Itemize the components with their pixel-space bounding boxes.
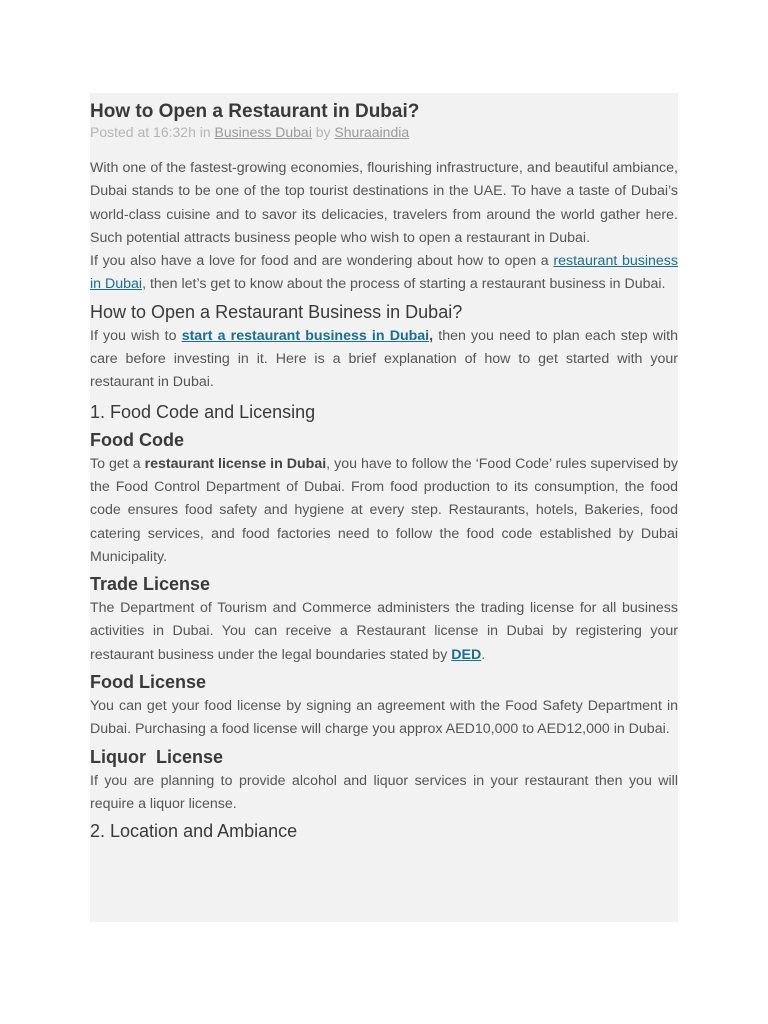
food-code-after: , you have to follow the ‘Food Code’ rules supervised by the Food Control Department of Dubai. From food production to its consumption, the food code ensures food safety and hygiene at every step. Restaurants, hotels, Bakeries, food catering services, and food factories need to follow the food code established by Dubai Municipality. <box>90 455 678 565</box>
business-p-after: then you need to plan each step with care before investing in it. Here is a brief explanation of how to get started with your restaurant in Dubai. <box>90 327 678 391</box>
trade-license-after: . <box>481 646 486 663</box>
trade-license-before: The Department of Tourism and Commerce administers the trading license for all business activities in Dubai. You can receive a Restaurant license in Dubai by registering your restaurant business under the legal boundaries stated by <box>90 600 678 663</box>
heading-location-ambiance: 2. Location and Ambiance <box>90 821 298 842</box>
intro-paragraph-1: With one of the fastest-growing economies, flourishing infrastructure, and beautiful ambiance, Dubai stands to be one of the top tourist destinations in the UAE. To have a taste of Dubai’s world-class cuisine and to savor its delicacies, travelers from around the world gather here. Such potential attracts business people who wish to open a restaurant in Dubai. <box>90 160 678 246</box>
heading-food-code: Food Code <box>90 429 184 450</box>
ded-link[interactable]: DED <box>451 646 482 663</box>
business-p-before: If you wish to <box>90 327 182 344</box>
liquor-license-paragraph: If you are planning to provide alcohol and liquor services in your restaurant then you will require a liquor license. <box>90 772 678 812</box>
author-link[interactable]: Shuraaindia <box>334 124 410 140</box>
food-code-paragraph <box>90 453 678 569</box>
article <box>90 93 678 922</box>
intro-paragraph-2 <box>90 250 678 297</box>
business-paragraph <box>90 325 678 395</box>
heading-open-business: How to Open a Restaurant Business in Dubai? <box>90 301 463 322</box>
heading-liquor-license: Liquor License <box>90 746 224 767</box>
heading-food-license: Food License <box>90 672 207 693</box>
food-license-paragraph: You can get your food license by signing an agreement with the Food Safety Department in Dubai. Purchasing a food license will charge you approx AED10,000 to AED12,000 in Dubai. <box>90 698 678 738</box>
business-p-comma: , <box>429 327 434 344</box>
category-link[interactable]: Business Dubai <box>214 124 312 140</box>
post-meta <box>90 123 678 141</box>
posted-at: Posted at 16:32h in <box>90 124 215 140</box>
trade-license-paragraph <box>90 597 678 667</box>
intro-p2-before: If you also have a love for food and are wondering about how to open a <box>90 253 554 270</box>
food-code-before: To get a <box>90 455 145 472</box>
heading-food-code-licensing: 1. Food Code and Licensing <box>90 401 316 422</box>
article-title: How to Open a Restaurant in Dubai? <box>90 101 420 122</box>
heading-trade-license: Trade License <box>90 574 211 595</box>
start-restaurant-link[interactable]: start a restaurant business in Dubai <box>181 327 430 344</box>
restaurant-license-bold: restaurant license in Dubai <box>144 455 327 472</box>
intro-p2-after: , then let’s get to know about the process of starting a restaurant business in Dubai. <box>142 276 666 293</box>
restaurant-business-link[interactable]: restaurant business in Dubai <box>90 253 678 293</box>
by-text: by <box>311 124 335 140</box>
